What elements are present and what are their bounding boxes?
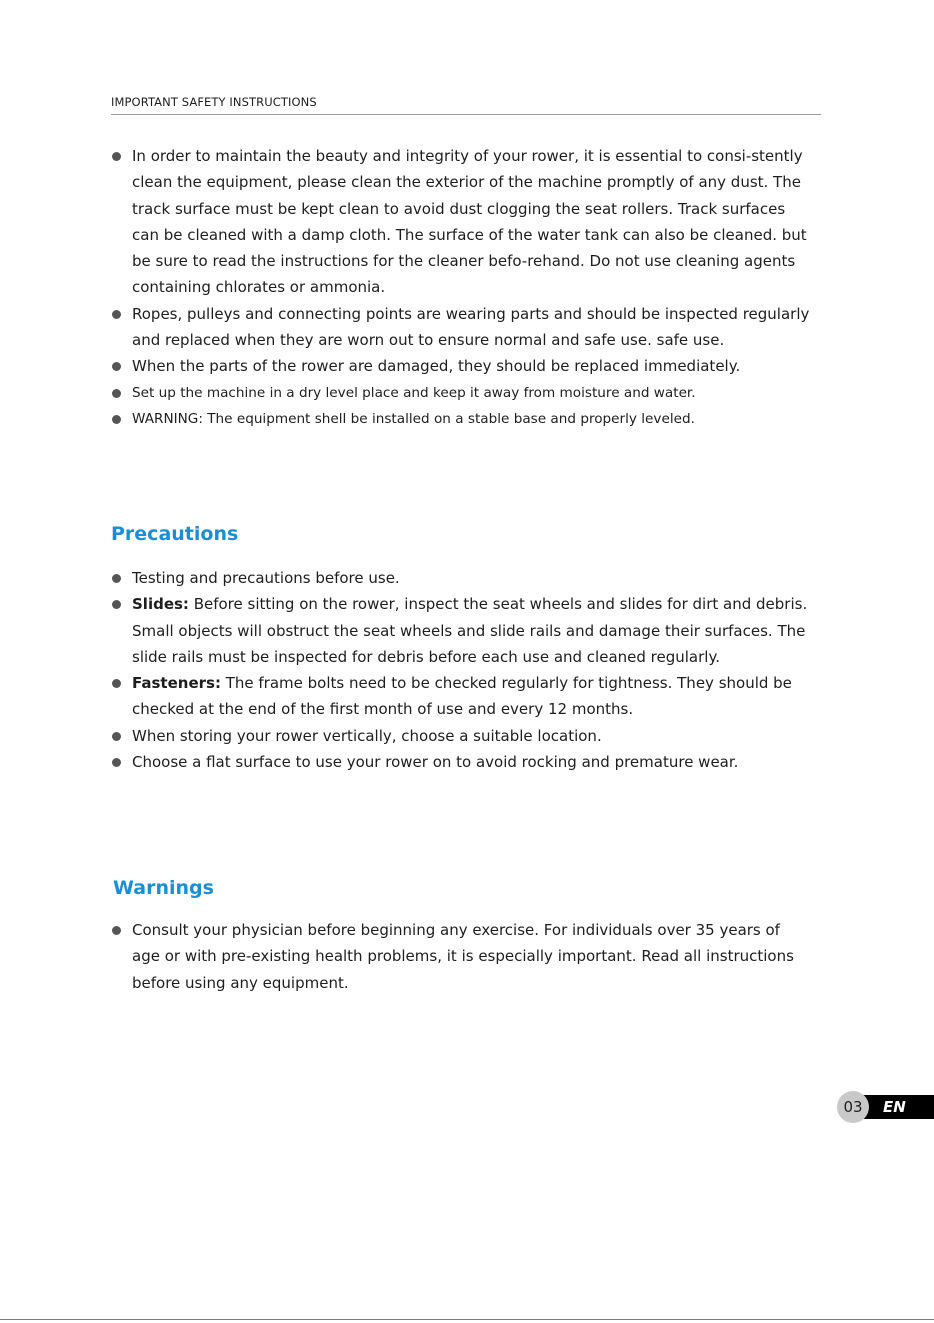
bullet-icon bbox=[112, 926, 121, 935]
list-item bbox=[111, 670, 811, 723]
list-item bbox=[111, 143, 811, 301]
bullet-icon bbox=[112, 600, 121, 609]
list-item bbox=[111, 591, 811, 670]
language-label: EN bbox=[855, 1095, 934, 1119]
bullet-icon bbox=[112, 310, 121, 319]
list-item bbox=[111, 917, 811, 996]
bullet-icon bbox=[112, 389, 121, 398]
running-header: IMPORTANT SAFETY INSTRUCTIONS bbox=[111, 95, 821, 115]
list-item bbox=[111, 301, 811, 354]
page-number: 03 bbox=[837, 1091, 869, 1123]
list-item bbox=[111, 749, 811, 775]
intro-list bbox=[111, 143, 811, 432]
footer-divider bbox=[0, 1319, 934, 1320]
item-text: In order to maintain the beauty and integrity of your rower, it is essential to consi-stently clean the equipment, please clean the exterior of the machine promptly of any dust. The track surface must be kept clean to avoid dust clogging the seat rollers. Track surfaces can be cleaned with a damp cloth. The surface of the water tank can also be cleaned. but be sure to read the instructions for the cleaner befo-rehand. Do not use cleaning agents containing chlorates or ammonia. bbox=[132, 147, 807, 297]
bullet-icon bbox=[112, 152, 121, 161]
item-text: Testing and precautions before use. bbox=[132, 569, 400, 587]
item-text: Choose a flat surface to use your rower on to avoid rocking and premature wear. bbox=[132, 753, 739, 772]
item-text: Before sitting on the rower, inspect the seat wheels and slides for dirt and debris. Small objects will obstruct the seat wheels and slide rails and damage their surfaces. The slide rails must be inspected for debris before each use and cleaned regularly. bbox=[132, 595, 808, 666]
item-term: Fasteners: bbox=[132, 674, 221, 693]
precautions-heading: Precautions bbox=[111, 523, 239, 545]
list-item bbox=[111, 565, 811, 591]
bullet-icon bbox=[112, 574, 121, 583]
warnings-list bbox=[111, 917, 811, 996]
bullet-icon bbox=[112, 362, 121, 371]
item-text: Ropes, pulleys and connecting points are wearing parts and should be inspected regularly and replaced when they are worn out to ensure normal and safe use. safe use. bbox=[132, 304, 810, 350]
warnings-heading: Warnings bbox=[113, 877, 214, 899]
bullet-icon bbox=[112, 415, 121, 424]
item-term: Slides: bbox=[132, 595, 189, 614]
page-tab bbox=[837, 1091, 934, 1123]
list-item bbox=[111, 723, 811, 749]
item-text: When storing your rower vertically, choose a suitable location. bbox=[132, 726, 602, 745]
bullet-icon bbox=[112, 732, 121, 741]
list-item bbox=[111, 353, 811, 379]
item-text: When the parts of the rower are damaged, they should be replaced immediately. bbox=[132, 357, 741, 376]
precautions-list bbox=[111, 565, 811, 775]
list-item bbox=[111, 380, 811, 406]
item-text: Set up the machine in a dry level place and keep it away from moisture and water. bbox=[132, 384, 696, 401]
bullet-icon bbox=[112, 679, 121, 688]
bullet-icon bbox=[112, 758, 121, 767]
item-text: WARNING: The equipment shell be installed on a stable base and properly leveled. bbox=[132, 410, 695, 427]
item-text: Consult your physician before beginning any exercise. For individuals over 35 years of age or with pre-existing health problems, it is especially important. Read all instructions before using any equipment. bbox=[132, 921, 794, 992]
item-text: The frame bolts need to be checked regularly for tightness. They should be checked at the end of the first month of use and every 12 months. bbox=[132, 674, 792, 719]
list-item bbox=[111, 406, 811, 432]
